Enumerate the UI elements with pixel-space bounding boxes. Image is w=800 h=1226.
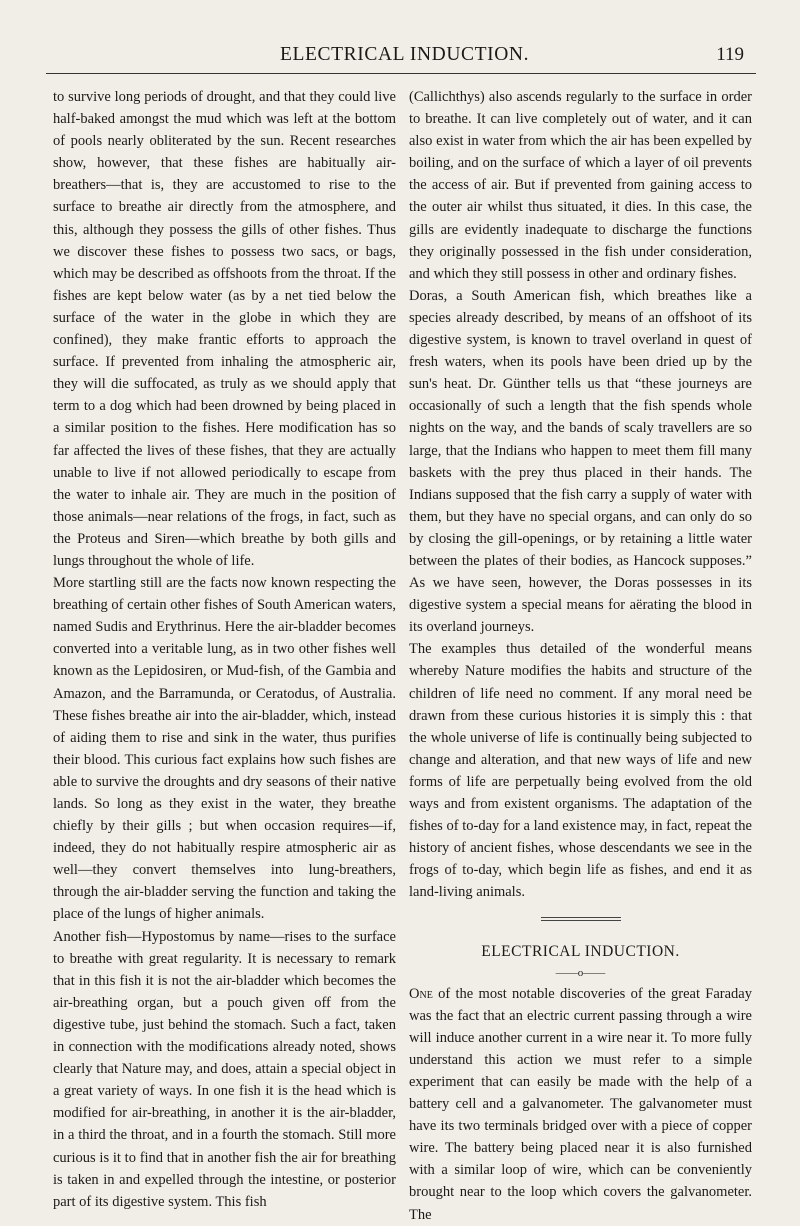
paragraph: The examples thus detailed of the wonderful means whereby Nature modifies the habits and structure of the children of life need no comment. If any moral need be drawn from these curious histories it is simply this : that the whole universe of life is continually being subjected to change and alteration, and that new ways of life and new forms of life are perpetually being evolved from the old ways and from existent organisms. The adaptation of the fishes of to-day for a land existence may, in fact, repeat the history of ancient fishes, whose descendants we see in the frogs of to-day, which begin life as fishes, and end it as land-living animals. xyxy=(409,641,752,901)
paragraph: to survive long periods of drought, and that they could live half-baked amongst the mud which was left at the bottom of pools nearly obliterated by the sun. Recent researches show, however, that these fishes are habitually air-breathers—that is, they are accustomed to rise to the surface to breathe air directly from the atmosphere, and this, although they possess the gills of other fishes. Thus we discover these fishes to possess two sacs, or bags, which may be described as offshoots from the throat. If the fishes are kept below water (as by a net tied below the surface of the water in the globe in which they are confined), they make frantic efforts to approach the surface. If prevented from inhaling the atmospheric air, they will die suffocated, as truly as we should apply that term to a dog which had been drowned by being placed in a similar position to the fishes. Here modification has so far affected the lives of these fishes, that they are actually unable to live if not allowed periodically to escape from the water to inhale air. They are much in the position of those animals—near relations of the frogs, in fact, such as the Proteus and Siren—which breathe by both gills and lungs throughout the whole of life. xyxy=(53,89,396,569)
running-head xyxy=(0,40,800,70)
paragraph-lead-word: One xyxy=(409,985,433,1002)
section-heading: ELECTRICAL INDUCTION. xyxy=(481,943,680,961)
running-head-title: ELECTRICAL INDUCTION. xyxy=(280,44,530,65)
page-number: 119 xyxy=(716,44,744,65)
paragraph: Doras, a South American fish, which breathes like a species already described, by means of an offshoot of its digestive system, is known to travel overland in quest of fresh waters, when its pools have been dried up by the sun's heat. Dr. Günther tells us that “these journeys are occasionally of such a length that the fish spends whole nights on the way, and the bands of scaly travellers are so large, that the Indians who happen to meet them fill many baskets with the prey thus placed in their hands. The Indians supposed that the fish carry a supply of water with them, but they have no special organs, and can only do so by closing the gill-openings, or by retaining a little water between the plates of their bodies, as Hancock supposes.” As we have seen, however, the Doras possesses in its digestive system a special means for aërating the blood in its overland journeys. xyxy=(409,287,752,636)
paragraph: More startling still are the facts now known respecting the breathing of certain other fishes of South American waters, named Sudis and Erythrinus. Here the air-bladder becomes converted into a veritable lung, as in two other fishes well known as the Lepidosiren, or Mud-fish, of the Gambia and Amazon, and the Barramunda, or Ceratodus, of Australia. These fishes breathe air into the air-bladder, which, instead of aiding them to rise and sink in the water, thus purifies their blood. This curious fact explains how such fishes are able to survive the droughts and dry seasons of their native lands. So long as they exist in the water, they breathe chiefly by their gills ; but when occasion requires—if, indeed, they do not habitually respire atmospheric air as well—they convert themselves into lung-breathers, through the air-bladder serving the function and taking the place of the lungs of higher animals. xyxy=(53,575,396,923)
header-rule xyxy=(46,73,756,74)
paragraph: (Callichthys) also ascends regularly to the surface in order to breathe. It can live completely out of water, and it can also exist in water from which the air has been expelled by boiling, and on the surface of which a layer of oil prevents the access of air. But if prevented from gaining access to the outer air whilst thus situated, it dies. In this case, the gills are evidently inadequate to discharge the functions they originally possessed in the fish under consideration, and which they still possess in other and ordinary fishes. xyxy=(409,89,752,282)
paragraph xyxy=(409,983,752,1226)
left-column xyxy=(53,86,396,1213)
paragraph: Another fish—Hypostomus by name—rises to the surface to breathe with great regularity. It is necessary to remark that in this fish it is not the air-bladder which becomes the air-breathing organ, but a pouch given off from the digestive tube, just behind the stomach. Such a fact, taken in connection with the modifications already noted, shows clearly that Nature may, and does, attain a special object in a great variety of ways. In one fish it is the head which is modified for air-breathing, in another it is the air-bladder, in a third the throat, and in a fourth the stomach. Still more curious is it to find that in another fish the air for breathing is taken in and expelled through the intestine, or posterior part of its digestive system. This fish xyxy=(53,928,396,1210)
section-ornament: ——o—— xyxy=(555,966,606,979)
right-column xyxy=(409,86,752,1226)
section-divider-rule xyxy=(541,917,621,921)
paragraph-text: of the most notable discoveries of the great Faraday was the fact that an electric current passing through a wire will induce another current in a wire near it. To more fully understand this action we must refer to a simple experiment that can easily be made with the help of a battery cell and a galvanometer. The galvanometer must have its two terminals bridged over with a piece of copper wire. The battery being placed near it is also furnished with a similar loop of wire, which can be conveniently brought near to the loop which covers the galvanometer. The xyxy=(409,985,752,1223)
